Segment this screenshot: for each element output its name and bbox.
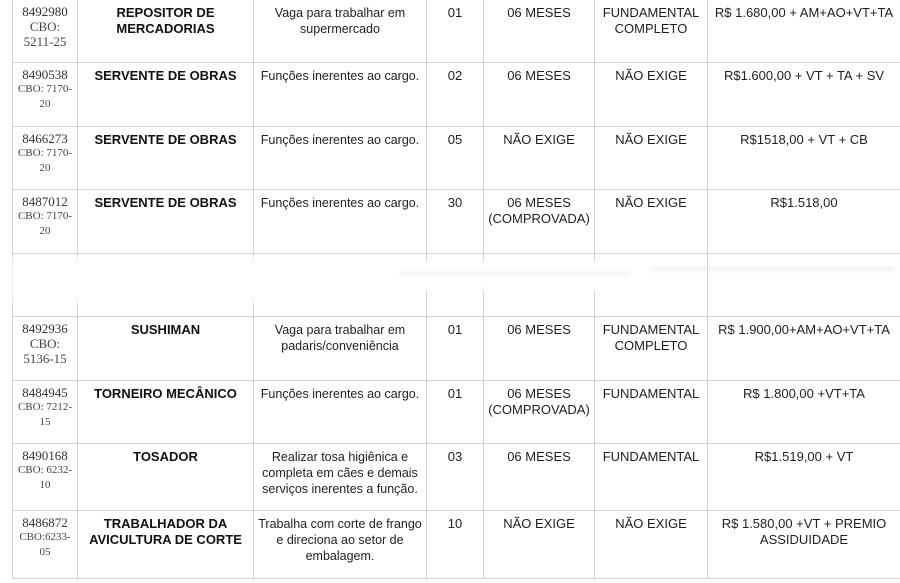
job-description: Realizar tosa higiênica e completa em cães e demais serviços inerentes a função.: [254, 444, 427, 511]
vacancy-code: 8492936: [22, 321, 68, 336]
table-row: [13, 511, 900, 579]
experience-requirement: 06 MESES: [484, 317, 595, 381]
vacancy-code-cell: [13, 444, 78, 511]
job-description: Funções inerentes ao cargo.: [254, 381, 427, 444]
experience-requirement: NÃO EXIGE: [484, 127, 595, 190]
table-row: [13, 381, 900, 444]
job-title: TRABALHADOR DA AVICULTURA DE CORTE: [78, 511, 254, 579]
table-row: [13, 63, 900, 127]
education-requirement: FUNDAMENTAL: [595, 444, 708, 511]
experience-requirement: 06 MESES: [484, 63, 595, 127]
vacancy-code: 8492980: [22, 4, 68, 19]
vacancy-quantity: 03: [427, 444, 484, 511]
salary-benefits: R$ 1.580,00 +VT + PREMIO ASSIDUIDADE: [708, 511, 900, 579]
salary-benefits: R$1.518,00: [708, 190, 900, 254]
job-title: SERVENTE DE OBRAS: [78, 190, 254, 254]
education-requirement: NÃO EXIGE: [595, 127, 708, 190]
vacancy-code: 8490538: [22, 67, 68, 82]
vacancy-quantity: 01: [427, 381, 484, 444]
education-requirement: FUNDAMENTAL: [595, 381, 708, 444]
job-description: Funções inerentes ao cargo.: [254, 63, 427, 127]
vacancy-quantity: 02: [427, 63, 484, 127]
table-row: [13, 127, 900, 190]
experience-requirement: 06 MESES (COMPROVADA): [484, 190, 595, 254]
cbo-code: CBO: 7170-20: [17, 83, 73, 110]
cbo-code: CBO: 7212-15: [17, 401, 73, 428]
salary-benefits: R$1518,00 + VT + CB: [708, 127, 900, 190]
vacancy-code: 8486872: [22, 515, 68, 530]
salary-benefits: R$ 1.800,00 +VT+TA: [708, 381, 900, 444]
vacancy-code-cell: [13, 0, 78, 63]
vacancy-quantity: 01: [427, 317, 484, 381]
vacancy-code-cell: [13, 63, 78, 127]
cbo-code: CBO: 7170-20: [17, 210, 73, 237]
vacancy-code-cell: [13, 381, 78, 444]
vacancy-quantity: 30: [427, 190, 484, 254]
table-row: [13, 317, 900, 381]
vacancy-code-cell: [13, 317, 78, 381]
job-description: Funções inerentes ao cargo.: [254, 127, 427, 190]
redaction-overlay: [12, 258, 262, 302]
vacancy-code: 8484945: [22, 385, 68, 400]
job-title: REPOSITOR DE MERCADORIAS: [78, 0, 254, 63]
vacancy-code: 8490168: [22, 448, 68, 463]
vacancy-code: 8487012: [22, 194, 68, 209]
job-description: Trabalha com corte de frango e direciona ao setor de embalagem.: [254, 511, 427, 579]
redaction-smear: [400, 272, 630, 274]
vacancy-code-cell: [13, 127, 78, 190]
job-description: Funções inerentes ao cargo.: [254, 190, 427, 254]
experience-requirement: 06 MESES: [484, 0, 595, 63]
experience-requirement: NÃO EXIGE: [484, 511, 595, 579]
experience-requirement: 06 MESES (COMPROVADA): [484, 381, 595, 444]
vacancy-quantity: 01: [427, 0, 484, 63]
education-requirement: NÃO EXIGE: [595, 63, 708, 127]
job-description: Vaga para trabalhar em supermercado: [254, 0, 427, 63]
vacancy-code-cell: [13, 190, 78, 254]
education-requirement: FUNDAMENTAL COMPLETO: [595, 0, 708, 63]
job-description: Vaga para trabalhar em padaris/conveniência: [254, 317, 427, 381]
cbo-code: CBO: 5136-15: [23, 336, 67, 366]
cbo-code: CBO:6233-05: [19, 531, 71, 558]
redacted-cell: [708, 254, 900, 317]
table-row: [13, 190, 900, 254]
table-row: [13, 444, 900, 511]
job-title: SERVENTE DE OBRAS: [78, 127, 254, 190]
job-title: TORNEIRO MECÂNICO: [78, 381, 254, 444]
cbo-code: CBO: 5211-25: [23, 19, 67, 49]
salary-benefits: R$1.519,00 + VT: [708, 444, 900, 511]
experience-requirement: 06 MESES: [484, 444, 595, 511]
job-title: TOSADOR: [78, 444, 254, 511]
salary-benefits: R$ 1.680,00 + AM+AO+VT+TA: [708, 0, 900, 63]
vacancy-code: 8466273: [22, 131, 68, 146]
education-requirement: NÃO EXIGE: [595, 190, 708, 254]
education-requirement: FUNDAMENTAL COMPLETO: [595, 317, 708, 381]
vacancy-quantity: 10: [427, 511, 484, 579]
redaction-overlay: [262, 262, 612, 290]
vacancy-quantity: 05: [427, 127, 484, 190]
cbo-code: CBO: 7170-20: [17, 147, 73, 174]
salary-benefits: R$ 1.900,00+AM+AO+VT+TA: [708, 317, 900, 381]
education-requirement: NÃO EXIGE: [595, 511, 708, 579]
cbo-code: CBO: 6232-10: [17, 464, 73, 491]
redaction-smear: [650, 268, 895, 270]
job-title: SERVENTE DE OBRAS: [78, 63, 254, 127]
table-row: [13, 0, 900, 63]
salary-benefits: R$1.600,00 + VT + TA + SV: [708, 63, 900, 127]
vacancy-code-cell: [13, 511, 78, 579]
job-title: SUSHIMAN: [78, 317, 254, 381]
